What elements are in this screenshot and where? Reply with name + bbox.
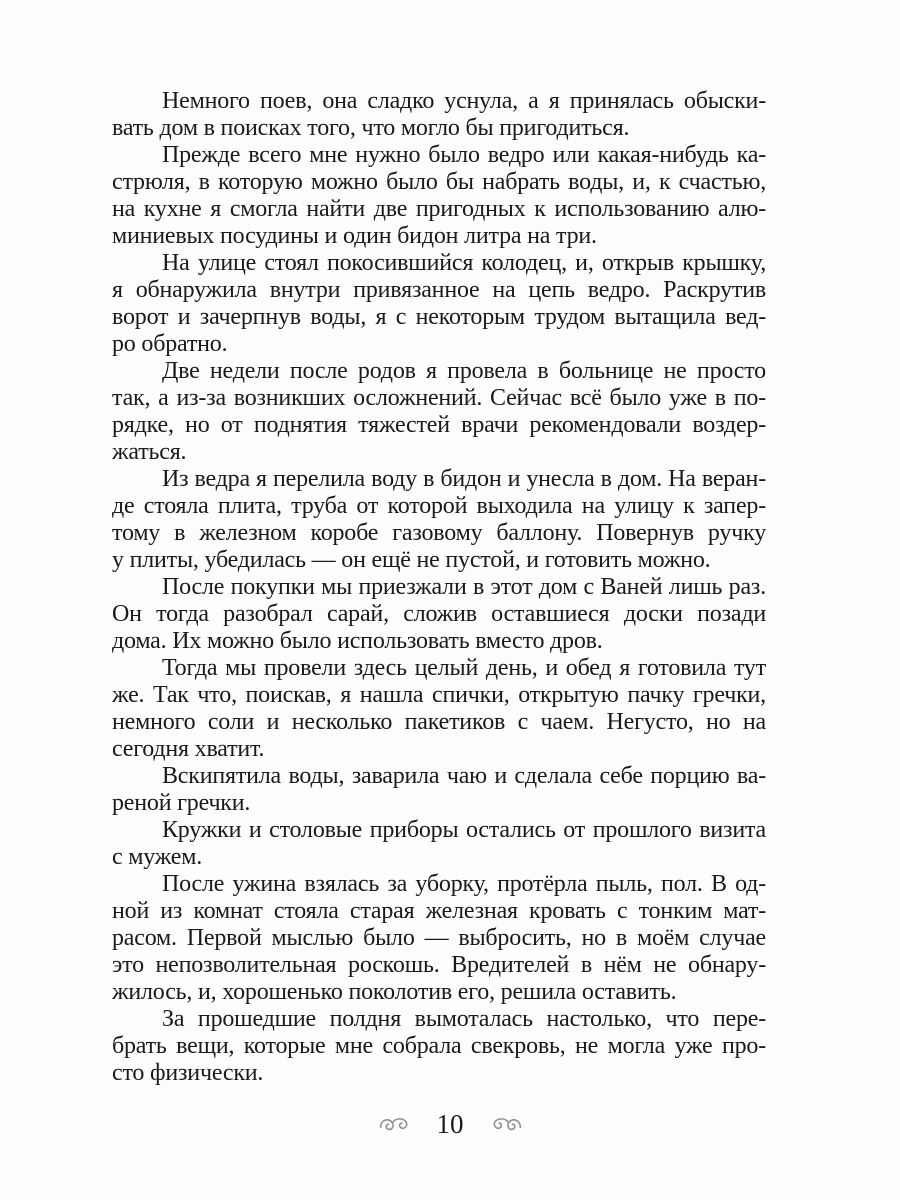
text-line: тому в железном коробе газовому баллону. Повернув ручку [112,520,766,546]
text-line: Он тогда разобрал сарай, сложив оставшиеся доски позади [112,601,766,627]
text-line: сегодня хватит. [112,736,265,762]
text-line: это непозволительная роскошь. Вредителей в нём не обнару- [112,952,766,978]
text-line: Две недели после родов я провела в больнице не просто [162,358,766,384]
text-line: Из ведра я перелила воду в бидон и унесла в дом. На веран- [162,466,766,492]
text-line: я обнаружила внутри привязанное на цепь ведро. Раскрутив [112,277,766,303]
text-line: с мужем. [112,844,203,870]
text-line: рядке, но от поднятия тяжестей врачи рекомендовали воздер- [112,412,766,438]
text-line: же. Так что, поискав, я нашла спички, открытую пачку гречки, [112,682,766,708]
paragraph [112,466,766,574]
paragraph [112,817,766,871]
paragraph [112,871,766,1006]
page-text [112,88,766,1087]
text-line: де стояла плита, труба от которой выходила на улицу к запер- [112,493,766,519]
text-line: немного соли и несколько пакетиков с чаем. Негусто, но на [112,709,766,735]
text-line: сто физически. [112,1060,264,1086]
text-line: миниевых посудины и один бидон литра на три. [112,223,597,249]
text-line: Прежде всего мне нужно было ведро или какая-нибудь ка- [162,142,766,168]
paragraph [112,655,766,763]
text-line: жилось, и, хорошенько поколотив его, решила оставить. [112,979,677,1005]
swash-flourish-right-icon [492,1115,522,1133]
swash-flourish-left-icon [379,1115,409,1133]
text-line: ро обратно. [112,331,228,357]
text-line: стрюля, в которую можно было бы набрать воды, и, к счастью, [112,169,766,195]
text-line: За прошедшие полдня вымоталась настолько, что пере- [162,1006,766,1032]
paragraph [112,250,766,358]
paragraph [112,574,766,655]
paragraph [112,1006,766,1087]
page-number: 10 [436,1108,464,1139]
text-line: ной из комнат стояла старая железная кровать с тонким мат- [112,898,766,924]
text-line: На улице стоял покосившийся колодец, и, открыв крышку, [162,250,766,276]
text-line: ворот и зачерпнув воды, я с некоторым трудом вытащила вед- [112,304,766,330]
text-line: После ужина взялась за уборку, протёрла пыль, пол. В од- [162,871,766,897]
text-line: Вскипятила воды, заварила чаю и сделала себе порцию ва- [162,763,766,789]
text-line: у плиты, убедилась — он ещё не пустой, и готовить можно. [112,547,711,573]
text-line: вать дом в поисках того, что могло бы пригодиться. [112,115,630,141]
text-line: После покупки мы приезжали в этот дом с Ваней лишь раз. [162,574,766,600]
paragraph [112,88,766,142]
text-line: на кухне я смогла найти две пригодных к использованию алю- [112,196,766,222]
text-line: брать вещи, которые мне собрала свекровь, не могла уже про- [112,1033,766,1059]
text-line: дома. Их можно было использовать вместо дров. [112,628,603,654]
page-footer [0,1106,900,1142]
text-line: расом. Первой мыслью было — выбросить, но в моём случае [112,925,766,951]
paragraph [112,358,766,466]
text-line: так, а из-за возникших осложнений. Сейчас всё было уже в по- [112,385,766,411]
text-line: реной гречки. [112,790,251,816]
text-line: Тогда мы провели здесь целый день, и обед я готовила тут [162,655,766,681]
paragraph [112,763,766,817]
text-line: жаться. [112,439,187,465]
text-line: Немного поев, она сладко уснула, а я принялась обыски- [162,88,766,114]
paragraph [112,142,766,250]
text-line: Кружки и столовые приборы остались от прошлого визита [162,817,766,843]
